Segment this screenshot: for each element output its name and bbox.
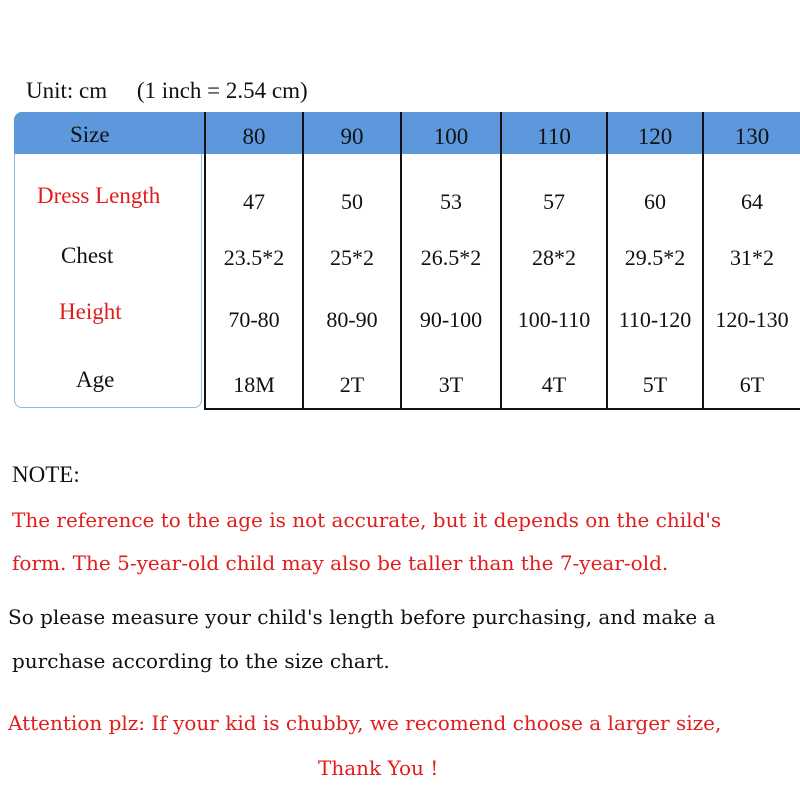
note-red-line-1: The reference to the age is not accurate, but it depends on the child's (12, 508, 722, 532)
row-label-chest: Chest (61, 243, 114, 268)
size-chart (14, 112, 800, 410)
size-100: 100 (433, 124, 469, 149)
table-cell: 18M (233, 372, 275, 397)
table-cell: 23.5*2 (223, 245, 285, 270)
unit-label: Unit: cm (26, 78, 108, 103)
table-cell: 100-110 (517, 307, 591, 332)
table-cell: 28*2 (532, 245, 576, 270)
thank-you: Thank You ! (318, 756, 439, 780)
table-cell: 60 (644, 189, 666, 214)
table-cell: 31*2 (730, 245, 774, 270)
table-cell: 90-100 (419, 307, 483, 332)
unit-note (26, 78, 308, 104)
size-header-label: Size (70, 122, 110, 147)
row-label-height: Height (59, 299, 122, 324)
table-cell: 25*2 (330, 245, 374, 270)
table-cell: 2T (339, 372, 365, 397)
row-label-age: Age (76, 367, 115, 392)
note-black-line-2: purchase according to the size chart. (12, 649, 390, 673)
size-130: 130 (734, 124, 770, 149)
unit-conversion: (1 inch = 2.54 cm) (136, 78, 308, 103)
table-cell: 70-80 (228, 307, 280, 332)
note-title: NOTE: (12, 462, 80, 487)
note-black-line-1: So please measure your child's length before purchasing, and make a (8, 605, 716, 629)
table-cell: 64 (741, 189, 763, 214)
table-cell: 3T (438, 372, 464, 397)
note-red-line-2: form. The 5-year-old child may also be taller than the 7-year-old. (12, 551, 669, 575)
table-cell: 50 (341, 189, 363, 214)
size-110: 110 (537, 124, 571, 149)
table-cell: 110-120 (618, 307, 692, 332)
table-cell: 29.5*2 (624, 245, 686, 270)
size-80: 80 (242, 124, 266, 149)
table-bottom-rule (204, 408, 800, 410)
table-cell: 4T (541, 372, 567, 397)
table-cell: 6T (739, 372, 765, 397)
table-cell: 80-90 (326, 307, 378, 332)
table-cell: 53 (440, 189, 462, 214)
attention-line: Attention plz: If your kid is chubby, we recomend choose a larger size, (8, 711, 722, 735)
row-label-dress-length: Dress Length (37, 183, 161, 208)
size-120: 120 (637, 124, 673, 149)
table-cell: 120-130 (715, 307, 789, 332)
table-cell: 5T (642, 372, 668, 397)
size-90: 90 (340, 124, 364, 149)
table-cell: 26.5*2 (420, 245, 482, 270)
table-cell: 47 (243, 189, 265, 214)
table-cell: 57 (543, 189, 565, 214)
